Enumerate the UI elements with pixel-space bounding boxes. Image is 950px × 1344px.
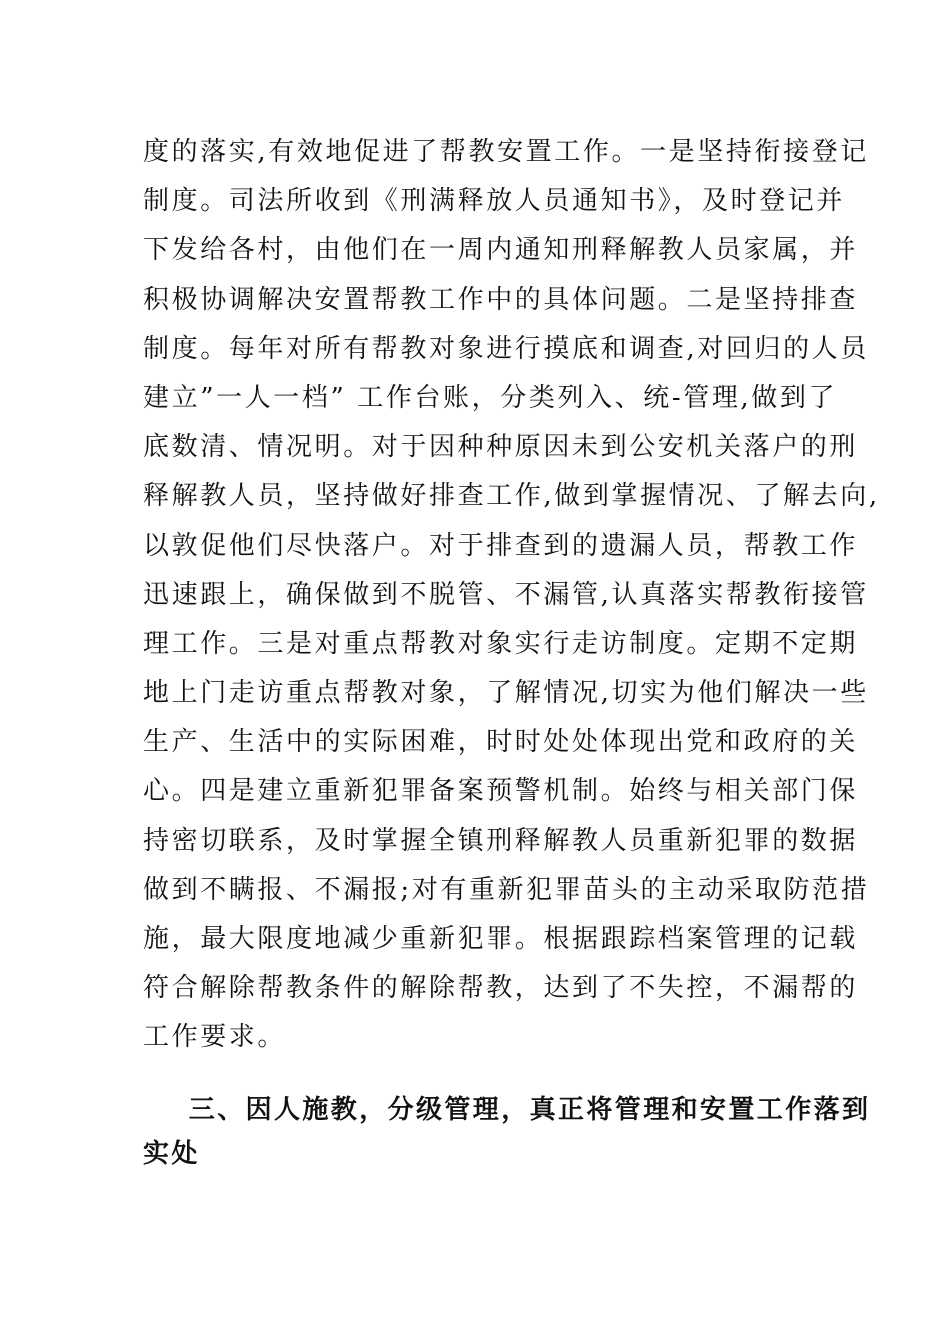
paragraph-line-16: 做到不瞒报、不漏报;对有重新犯罪苗头的主动采取防范措	[143, 874, 870, 905]
paragraph-line-4: 积极协调解决安置帮教工作中的具体问题。二是坚持排查	[143, 284, 859, 315]
heading-line-1: 三、因人施教，分级管理，真正将管理和安置工作落到	[143, 1095, 871, 1125]
paragraph-line-13: 生产、生活中的实际困难，时时处处体现出党和政府的关	[143, 727, 859, 758]
paragraph-line-8: 释解教人员，坚持做好排查工作,做到掌握情况、了解去向,	[143, 481, 880, 512]
paragraph-line-7: 底数清、情况明。对于因种种原因未到公安机关落户的刑	[143, 432, 859, 463]
section-heading	[143, 1088, 871, 1176]
paragraph-line-2: 制度。司法所收到《刑满释放人员通知书》，及时登记并	[143, 186, 846, 217]
paragraph-line-1: 度的落实,有效地促进了帮教安置工作。一是坚持衔接登记	[143, 137, 869, 167]
paragraph-line-10: 迅速跟上，确保做到不脱管、不漏管,认真落实帮教衔接管	[143, 579, 869, 610]
paragraph-line-14: 心。四是建立重新犯罪备案预警机制。始终与相关部门保	[143, 776, 859, 807]
paragraph-line-9: 以敦促他们尽快落户。对于排查到的遗漏人员，帮教工作	[143, 530, 859, 561]
paragraph-line-6: 建立”一人一档” 工作台账，分类列入、统-管理,做到了	[143, 382, 838, 413]
heading-line-2: 实处	[143, 1139, 200, 1169]
paragraph-line-11: 理工作。三是对重点帮教对象实行走访制度。定期不定期	[143, 628, 859, 659]
paragraph-line-18: 符合解除帮教条件的解除帮教，达到了不失控，不漏帮的	[143, 973, 859, 1004]
paragraph-line-3: 下发给各村，由他们在一周内通知刑释解教人员家属，并	[143, 235, 859, 266]
paragraph-line-5: 制度。每年对所有帮教对象进行摸底和调查,对回归的人员	[143, 333, 869, 364]
paragraph-line-19: 工作要求。	[143, 1022, 287, 1053]
paragraph-line-15: 持密切联系，及时掌握全镇刑释解教人员重新犯罪的数据	[143, 825, 859, 856]
body-paragraph	[143, 128, 880, 1063]
paragraph-line-17: 施，最大限度地减少重新犯罪。根据跟踪档案管理的记载	[143, 924, 859, 954]
paragraph-line-12: 地上门走访重点帮教对象，了解情况,切实为他们解决一些	[143, 678, 869, 709]
